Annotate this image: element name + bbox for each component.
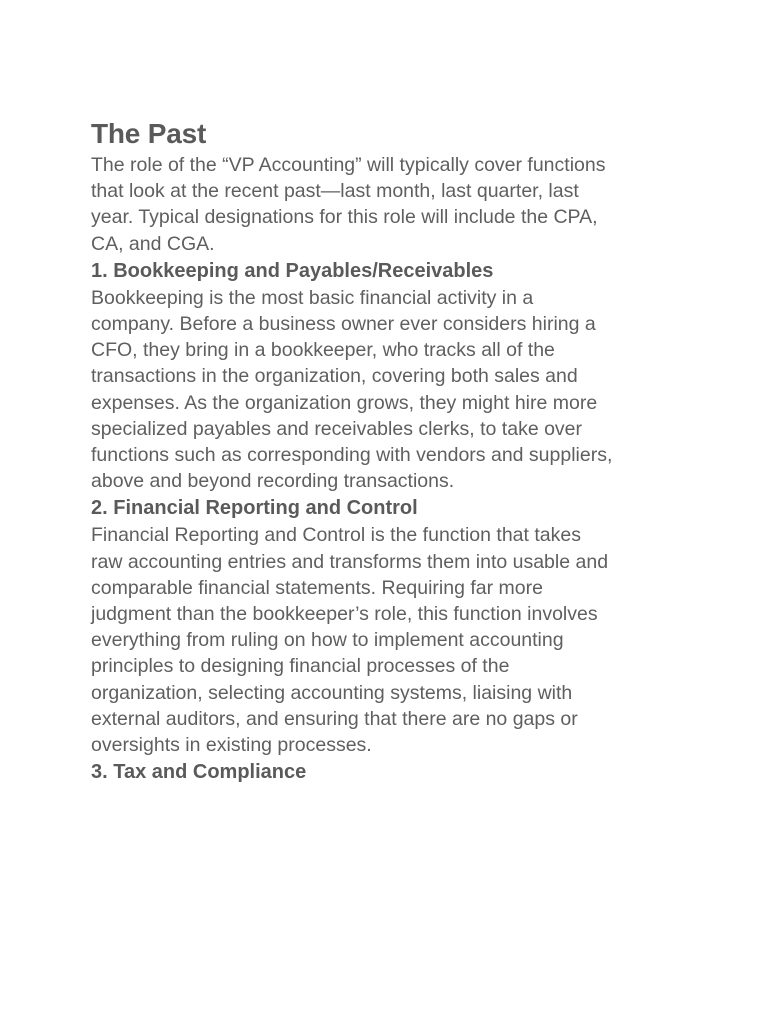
document-content [91, 116, 691, 786]
intro-paragraph: The role of the “VP Accounting” will typically cover functions that look at the recent past—last month, last quarter, last year. Typical designations for this role will include the CPA, CA, and CGA. [91, 154, 606, 255]
section-body-bookkeeping: Bookkeeping is the most basic financial activity in a company. Before a business owner ever considers hiring a CFO, they bring in a bookkeeper, who tracks all of the transactions in the organization, covering both sales and expenses. As the organization grows, they might hire more specialized payables and receivables clerks, to take over functions such as corresponding with vendors and suppliers, above and beyond recording transactions. [91, 286, 613, 493]
page-title: The Past [91, 118, 207, 149]
section-heading-financial-reporting: 2. Financial Reporting and Control [91, 497, 418, 520]
section-heading-tax-compliance: 3. Tax and Compliance [91, 761, 307, 784]
section-body-financial-reporting: Financial Reporting and Control is the function that takes raw accounting entries and transforms them into usable and comparable financial statements. Requiring far more judgment than the bookkeeper’s role, this function involves everything from ruling on how to implement accounting principles to designing financial processes of the organization, selecting accounting systems, liaising with external auditors, and ensuring that there are no gaps or oversights in existing processes. [91, 524, 609, 757]
section-heading-bookkeeping: 1. Bookkeeping and Payables/Receivables [91, 259, 494, 282]
